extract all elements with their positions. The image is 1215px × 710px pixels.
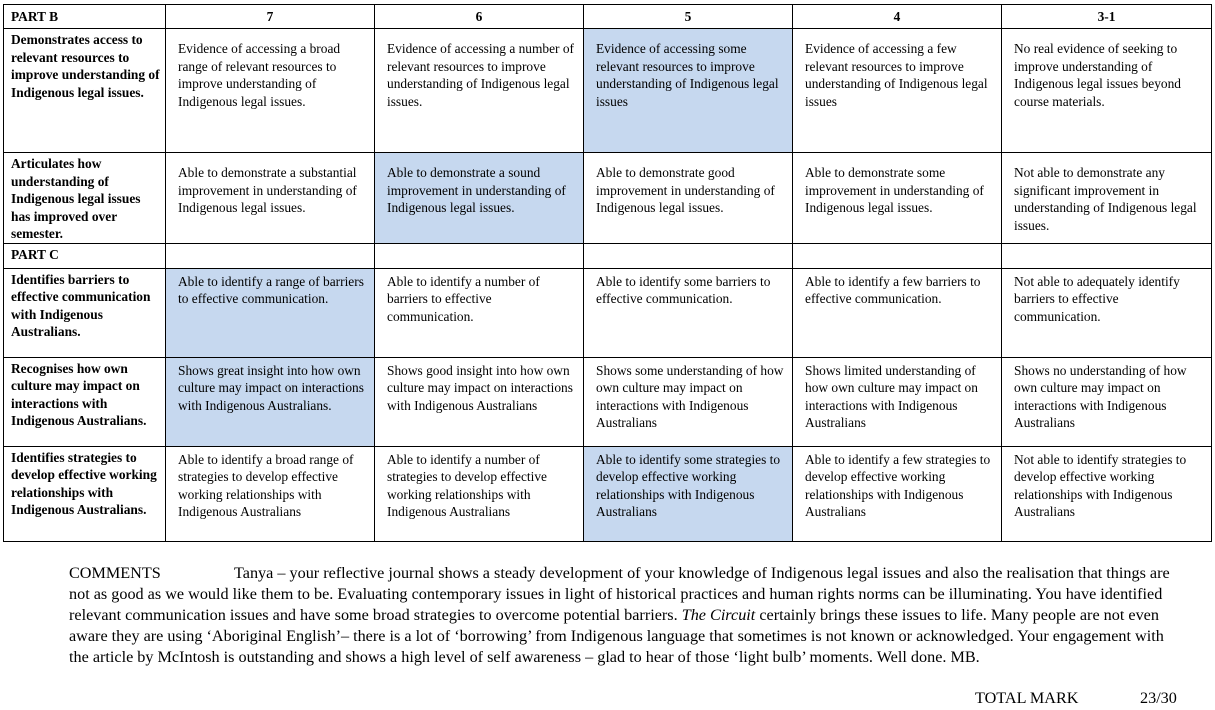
rubric-cell: Shows no understanding of how own culture may impact on interactions with Indigenous Australians [1002,357,1212,446]
rubric-cell: Able to demonstrate a substantial improvement in understanding of Indigenous legal issues. [166,153,375,244]
rubric-cell: Evidence of accessing a number of relevant resources to improve understanding of Indigenous legal issues. [375,29,584,153]
total-mark-value: 23/30 [1140,689,1177,707]
comments-text-continued: certainly brings these issues to life. Many people are not even aware they are using ‘Aboriginal English’– there is a lot of ‘borrowing’ from Indigenous language that sometimes is not known or acknowledged. Your engagement with the article by McIntosh is outstanding and shows a high level of self awareness – glad to hear of those ‘light bulb’ moments. Well done. MB. [69,606,1164,666]
rubric-row-resources [4,29,1212,153]
empty-cell [375,243,584,268]
empty-cell [1002,243,1212,268]
rubric-cell: Able to identify some barriers to effective communication. [584,268,793,357]
rubric-cell-selected: Able to demonstrate a sound improvement in understanding of Indigenous legal issues. [375,153,584,244]
empty-cell [793,243,1002,268]
rubric-cell: Shows limited understanding of how own culture may impact on interactions with Indigenous Australians [793,357,1002,446]
rubric-cell-selected: Shows great insight into how own culture may impact on interactions with Indigenous Australians. [166,357,375,446]
comments-text: Tanya – your reflective journal shows a steady development of your knowledge of Indigenous legal issues and also the realisation that things are not as good as we would like them to be. Evaluating contemporary issues in light of historical practices and human rights norms can be illuminating. You have identified relevant communication issues and have some broad strategies to overcome potential barriers. [69,564,1170,624]
rubric-cell: Evidence of accessing a few relevant resources to improve understanding of Indigenous legal issues [793,29,1002,153]
rubric-cell-selected: Able to identify a range of barriers to effective communication. [166,268,375,357]
rubric-row-barriers [4,268,1212,357]
empty-cell [166,243,375,268]
column-header-6: 6 [375,5,584,29]
rubric-cell-selected: Able to identify some strategies to develop effective working relationships with Indigenous Australians [584,446,793,541]
rubric-cell: Not able to demonstrate any significant improvement in understanding of Indigenous legal issues. [1002,153,1212,244]
rubric-cell: Shows some understanding of how own culture may impact on interactions with Indigenous Australians [584,357,793,446]
rubric-cell-selected: Evidence of accessing some relevant resources to improve understanding of Indigenous legal issues [584,29,793,153]
comments-label: COMMENTS [69,564,161,582]
total-mark-label: TOTAL MARK [975,689,1079,707]
rubric-row-understanding [4,153,1212,244]
column-header-5: 5 [584,5,793,29]
rubric-cell: Able to demonstrate some improvement in understanding of Indigenous legal issues. [793,153,1002,244]
criterion-label: Identifies barriers to effective communication with Indigenous Australians. [4,268,166,357]
criterion-label: Articulates how understanding of Indigenous legal issues has improved over semester. [4,153,166,244]
rubric-cell: Able to identify a number of strategies to develop effective working relationships with Indigenous Australians [375,446,584,541]
part-b-heading: PART B [4,5,166,29]
comments-paragraph [69,563,1179,668]
criterion-label: Demonstrates access to relevant resources to improve understanding of Indigenous legal issues. [4,29,166,153]
rubric-cell: Evidence of accessing a broad range of relevant resources to improve understanding of Indigenous legal issues. [166,29,375,153]
rubric-cell: No real evidence of seeking to improve understanding of Indigenous legal issues beyond course materials. [1002,29,1212,153]
rubric-cell: Shows good insight into how own culture may impact on interactions with Indigenous Australians [375,357,584,446]
rubric-cell: Not able to identify strategies to develop effective working relationships with Indigenous Australians [1002,446,1212,541]
rubric-cell: Able to identify a number of barriers to effective communication. [375,268,584,357]
rubric-header-row [4,5,1212,29]
rubric-cell: Able to identify a broad range of strategies to develop effective working relationships with Indigenous Australians [166,446,375,541]
rubric-cell: Not able to adequately identify barriers to effective communication. [1002,268,1212,357]
rubric-cell: Able to demonstrate good improvement in understanding of Indigenous legal issues. [584,153,793,244]
column-header-3-1: 3-1 [1002,5,1212,29]
publication-title: The Circuit [681,606,756,624]
marking-rubric-table [3,4,1212,542]
column-header-7: 7 [166,5,375,29]
rubric-row-culture [4,357,1212,446]
rubric-cell: Able to identify a few barriers to effective communication. [793,268,1002,357]
criterion-label: Identifies strategies to develop effective working relationships with Indigenous Australians. [4,446,166,541]
part-c-row [4,243,1212,268]
empty-cell [584,243,793,268]
rubric-row-strategies [4,446,1212,541]
column-header-4: 4 [793,5,1002,29]
part-c-heading: PART C [4,243,166,268]
criterion-label: Recognises how own culture may impact on interactions with Indigenous Australians. [4,357,166,446]
rubric-cell: Able to identify a few strategies to develop effective working relationships with Indigenous Australians [793,446,1002,541]
